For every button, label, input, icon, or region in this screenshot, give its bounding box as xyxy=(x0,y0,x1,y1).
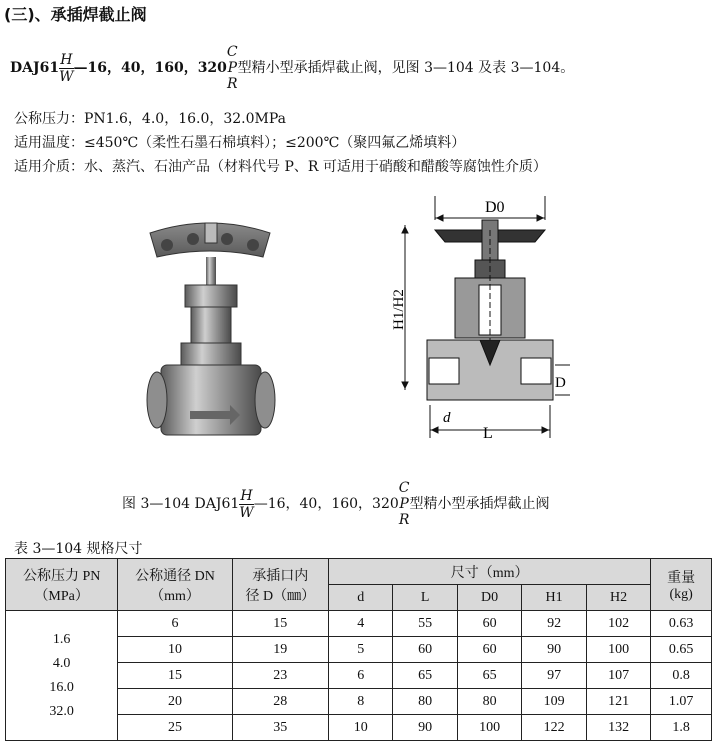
cell: 10 xyxy=(118,637,232,663)
cell: 28 xyxy=(232,689,328,715)
model-line xyxy=(10,44,710,100)
cell: 60 xyxy=(457,637,522,663)
header-d: d xyxy=(328,585,392,611)
header-dims: 尺寸（mm） xyxy=(328,559,650,585)
table-row xyxy=(6,611,712,637)
cell: 90 xyxy=(522,637,587,663)
caption-stack-p: P xyxy=(399,496,409,512)
cell: 65 xyxy=(457,663,522,689)
caption-suffix: 型精小型承插焊截止阀 xyxy=(409,496,550,512)
cell: 60 xyxy=(457,611,522,637)
cell: 55 xyxy=(393,611,457,637)
cell: 102 xyxy=(586,611,651,637)
model-prefix: DAJ61 xyxy=(10,60,60,76)
cell: 20 xyxy=(118,689,232,715)
cell: 0.65 xyxy=(651,637,712,663)
spec-temperature: 适用温度：≤450℃（柔性石墨石棉填料）；≤200℃（聚四氟乙烯填料） xyxy=(14,135,466,151)
caption-frac-bottom: W xyxy=(239,504,254,521)
valve-photo xyxy=(135,215,285,445)
frac-top: H xyxy=(60,51,73,68)
cell: 97 xyxy=(522,663,587,689)
cell: 65 xyxy=(393,663,457,689)
cell: 23 xyxy=(232,663,328,689)
section-title: (三)、承插焊截止阀 xyxy=(4,5,147,24)
figure-caption xyxy=(122,480,549,530)
cell: 60 xyxy=(393,637,457,663)
cell: 92 xyxy=(522,611,587,637)
header-socket: 承插口内 径 D（㎜） xyxy=(232,559,328,611)
cell: 122 xyxy=(522,715,587,741)
caption-stack-r: R xyxy=(398,512,410,528)
cell: 107 xyxy=(586,663,651,689)
header-h1: H1 xyxy=(522,585,587,611)
caption-middle: —16，40，160，320 xyxy=(253,496,399,512)
cell: 10 xyxy=(328,715,392,741)
cell: 121 xyxy=(586,689,651,715)
label-h: H1/H2 xyxy=(391,289,407,330)
cell: 8 xyxy=(328,689,392,715)
cell: 4 xyxy=(328,611,392,637)
stack-c: C xyxy=(226,44,238,60)
header-pn: 公称压力 PN （MPa） xyxy=(6,559,118,611)
model-stack xyxy=(227,44,238,92)
cell: 100 xyxy=(457,715,522,741)
cell: 0.63 xyxy=(651,611,712,637)
cell: 90 xyxy=(393,715,457,741)
spec-pressure: 公称压力：PN1.6，4.0，16.0，32.0MPa xyxy=(14,111,287,127)
cell: 25 xyxy=(118,715,232,741)
header-l: L xyxy=(393,585,457,611)
label-d-small: d xyxy=(443,410,451,426)
cell: 80 xyxy=(457,689,522,715)
header-d0: D0 xyxy=(457,585,522,611)
label-d0: D0 xyxy=(485,199,505,216)
cell: 80 xyxy=(393,689,457,715)
caption-frac-top: H xyxy=(240,487,253,504)
frac-bottom: W xyxy=(59,68,74,85)
cell: 132 xyxy=(586,715,651,741)
cell: 5 xyxy=(328,637,392,663)
cell: 6 xyxy=(328,663,392,689)
header-h2: H2 xyxy=(586,585,651,611)
caption-fraction xyxy=(239,488,253,521)
cell: 15 xyxy=(232,611,328,637)
label-l: L xyxy=(483,425,493,442)
cell: 35 xyxy=(232,715,328,741)
spec-table xyxy=(5,558,712,741)
model-suffix: 型精小型承插焊截止阀，见图 3—104 及表 3—104。 xyxy=(237,60,575,76)
label-d: D xyxy=(555,375,566,391)
cell: 1.07 xyxy=(651,689,712,715)
pn-values-cell: 1.6 4.0 16.0 32.0 xyxy=(6,611,118,741)
valve-drawing xyxy=(391,190,570,450)
cell: 1.8 xyxy=(651,715,712,741)
cell: 0.8 xyxy=(651,663,712,689)
stack-p: P xyxy=(227,60,237,76)
cell: 100 xyxy=(586,637,651,663)
model-fraction xyxy=(59,52,73,85)
model-middle: —16，40，160，320 xyxy=(73,60,227,76)
cell: 15 xyxy=(118,663,232,689)
table-caption: 表 3—104 规格尺寸 xyxy=(14,541,143,557)
cell: 6 xyxy=(118,611,232,637)
header-dn: 公称通径 DN （mm） xyxy=(118,559,232,611)
header-weight: 重量 (kg) xyxy=(651,559,712,611)
stack-r: R xyxy=(227,76,238,92)
cell: 109 xyxy=(522,689,587,715)
caption-prefix: 图 3—104 DAJ61 xyxy=(122,496,240,512)
caption-stack xyxy=(399,480,410,528)
caption-stack-c: C xyxy=(398,480,410,496)
cell: 19 xyxy=(232,637,328,663)
spec-medium: 适用介质：水、蒸汽、石油产品（材料代号 P、R 可适用于硝酸和醋酸等腐蚀性介质） xyxy=(14,159,547,175)
